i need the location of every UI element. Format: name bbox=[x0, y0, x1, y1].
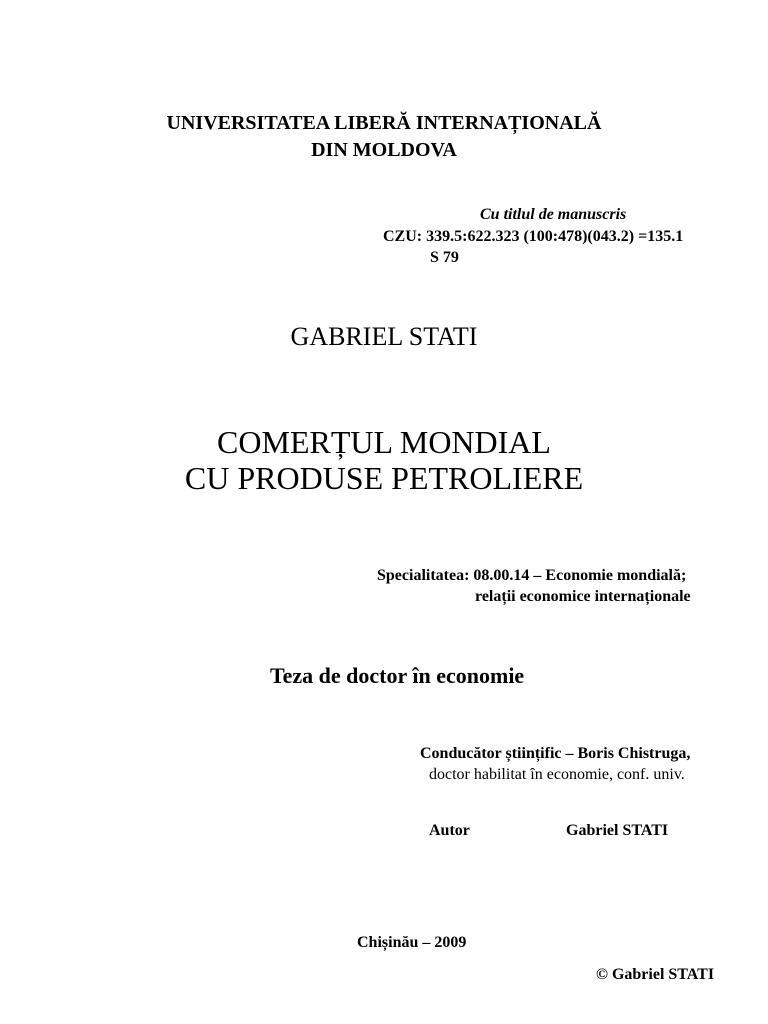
author-name: GABRIEL STATI bbox=[290, 322, 478, 351]
place-date: Chișinău – 2009 bbox=[357, 934, 467, 951]
specialty-line-1: Specialitatea: 08.00.14 – Economie mondială; bbox=[377, 567, 687, 584]
specialty-line-2: relații economice internaționale bbox=[475, 588, 691, 605]
supervisor-line-2: doctor habilitat în economie, conf. univ. bbox=[429, 766, 685, 783]
library-code: S 79 bbox=[430, 249, 459, 266]
thesis-title-line-1: COMERȚUL MONDIAL bbox=[217, 424, 551, 460]
copyright-notice: © Gabriel STATI bbox=[596, 966, 715, 983]
thesis-type: Teza de doctor în economie bbox=[270, 663, 525, 688]
supervisor-line-1: Conducător științific – Boris Chistruga, bbox=[420, 745, 691, 762]
institution-line-2: DIN MOLDOVA bbox=[311, 139, 457, 161]
author-signature-name: Gabriel STATI bbox=[566, 822, 669, 839]
thesis-title-line-2: CU PRODUSE PETROLIERE bbox=[184, 460, 584, 496]
czu-code: CZU: 339.5:622.323 (100:478)(043.2) =135.1 bbox=[383, 228, 684, 245]
institution-line-1: UNIVERSITATEA LIBERĂ INTERNAȚIONALĂ bbox=[166, 112, 602, 134]
author-label: Autor bbox=[429, 822, 470, 839]
manuscript-note: Cu titlul de manuscris bbox=[480, 206, 627, 223]
